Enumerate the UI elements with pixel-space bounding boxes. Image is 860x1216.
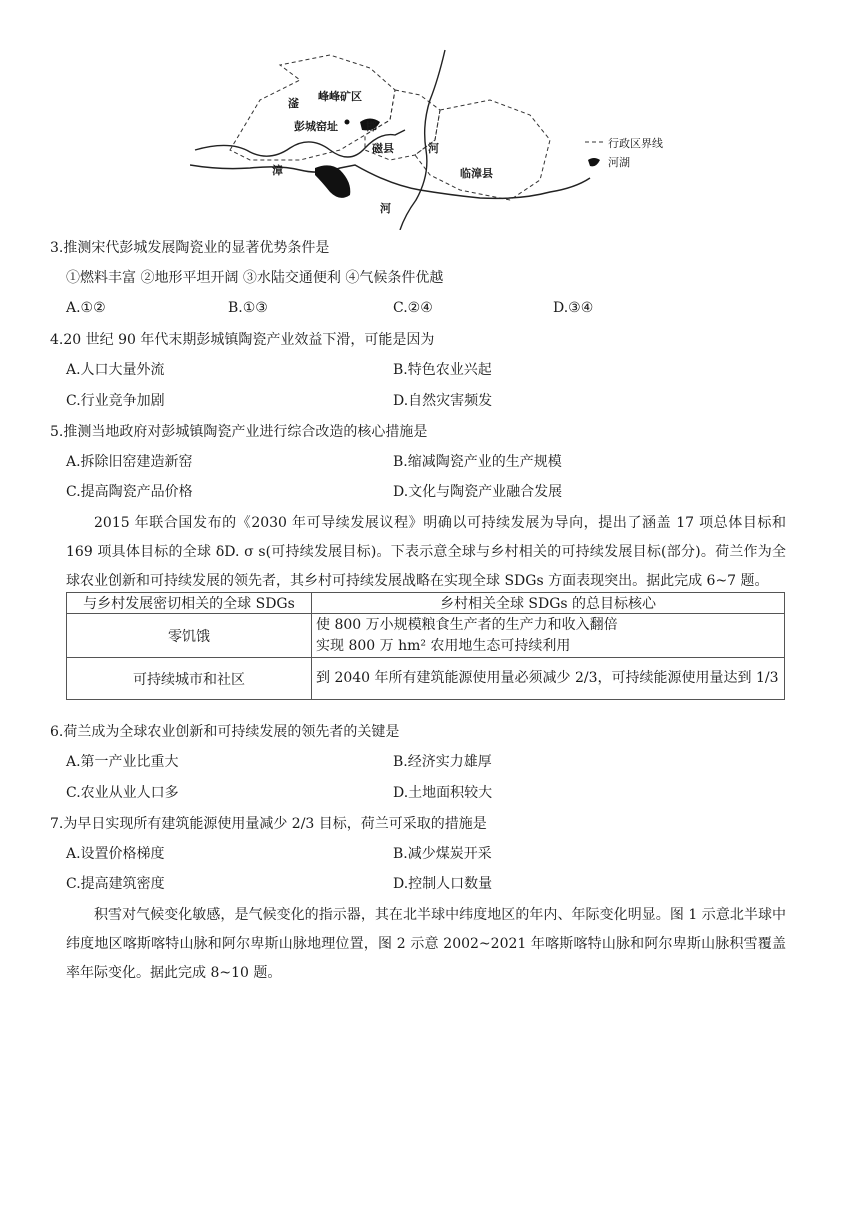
q3-stem: 3.推测宋代彭城发展陶瓷业的显著优势条件是 <box>50 240 330 256</box>
q7-option-d[interactable]: D.控制人口数量 <box>393 876 493 892</box>
q4-option-b[interactable]: B.特色农业兴起 <box>393 362 492 378</box>
q4-option-d[interactable]: D.自然灾害频发 <box>393 393 493 409</box>
label-fu-river: 滏 <box>288 97 299 110</box>
q7-stem: 7.为早日实现所有建筑能源使用量减少 2/3 目标，荷兰可采取的措施是 <box>50 816 487 832</box>
table-cell-goal: 零饥饿 <box>67 614 312 658</box>
table-header-row <box>67 593 785 614</box>
q5-option-b[interactable]: B.缩减陶瓷产业的生产规模 <box>393 454 562 470</box>
reservoir-shape <box>315 165 350 197</box>
q3-option-a[interactable]: A.①② <box>66 300 106 316</box>
label-linzhang: 临漳县 <box>460 167 493 180</box>
q4-stem: 4.20 世纪 90 年代末期彭城镇陶瓷产业效益下滑，可能是因为 <box>50 332 435 348</box>
q3-option-d[interactable]: D.③④ <box>553 300 594 316</box>
q5-stem: 5.推测当地政府对彭城镇陶瓷产业进行综合改造的核心措施是 <box>50 424 428 440</box>
q6-option-d[interactable]: D.土地面积较大 <box>393 785 493 801</box>
q6-option-c[interactable]: C.农业从业人口多 <box>66 785 179 801</box>
q5-option-a[interactable]: A.拆除旧窑建造新窑 <box>66 454 193 470</box>
label-pengcheng: 彭城窑址 <box>294 120 338 133</box>
q6-option-b[interactable]: B.经济实力雄厚 <box>393 754 492 770</box>
label-zhang-river: 漳 <box>272 164 283 177</box>
q3-option-c[interactable]: C.②④ <box>393 300 433 316</box>
boundary-fengfeng <box>230 55 395 160</box>
table-core-line: 使 800 万小规模粮食生产者的生产力和收入翻倍 <box>316 616 618 633</box>
q7-option-a[interactable]: A.设置价格梯度 <box>66 846 165 862</box>
table-header-goal: 与乡村发展密切相关的全球 SDGs <box>67 593 312 614</box>
region-map <box>190 40 690 230</box>
label-handan: 邯 <box>366 120 377 133</box>
legend-river-label: 河湖 <box>608 156 630 169</box>
table-cell-goal: 可持续城市和社区 <box>67 658 312 700</box>
label-he-1: 河 <box>428 142 439 155</box>
table-row <box>67 614 785 658</box>
sdg-table <box>66 592 785 700</box>
q3-option-b[interactable]: B.①③ <box>228 300 268 316</box>
q6-option-a[interactable]: A.第一产业比重大 <box>66 754 179 770</box>
q7-option-b[interactable]: B.减少煤炭开采 <box>393 846 492 862</box>
legend-boundary-label: 行政区界线 <box>608 137 663 150</box>
label-cixian: 磁县 <box>372 142 394 155</box>
river-lake-icon <box>588 158 600 166</box>
q4-option-a[interactable]: A.人口大量外流 <box>66 362 165 378</box>
label-he-2: 河 <box>380 202 391 215</box>
q3-conditions: ①燃料丰富 ②地形平坦开阔 ③水陆交通便利 ④气候条件优越 <box>66 270 444 286</box>
intro-8-10: 积雪对气候变化敏感，是气候变化的指示器，其在北半球中纬度地区的年内、年际变化明显。图 1 示意北半球中纬度地区喀斯喀特山脉和阿尔卑斯山脉地理位置，图 2 示意 2002~2021 年喀斯喀特山脉和阿尔卑斯山脉积雪覆盖率年际变化。据此完成 8~10 题。 <box>66 907 786 981</box>
table-core-line: 实现 800 万 hm² 农用地生态可持续利用 <box>316 637 571 654</box>
table-cell-core: 到 2040 年所有建筑能源使用量必须减少 2/3，可持续能源使用量达到 1/3 <box>312 658 785 700</box>
table-row <box>67 658 785 700</box>
q6-stem: 6.荷兰成为全球农业创新和可持续发展的领先者的关键是 <box>50 724 400 740</box>
q5-option-d[interactable]: D.文化与陶瓷产业融合发展 <box>393 484 563 500</box>
q7-option-c[interactable]: C.提高建筑密度 <box>66 876 165 892</box>
q5-option-c[interactable]: C.提高陶瓷产品价格 <box>66 484 193 500</box>
zhang-river <box>190 165 590 198</box>
label-fengfeng: 峰峰矿区 <box>318 90 362 103</box>
table-cell-core <box>312 614 785 658</box>
q4-option-c[interactable]: C.行业竞争加剧 <box>66 393 165 409</box>
intro-6-7: 2015 年联合国发布的《2030 年可导续发展议程》明确以可持续发展为导向，提出了涵盖 17 项总体目标和 169 项具体目标的全球 δD. σ s(可持续发展目标)。下表示意全球与乡村相关的可持续发展目标(部分)。荷兰作为全球农业创新和可持续发展的领先者，其乡村可持续发展战略在实现全球 SDGs 方面表现突出。据此完成 6~7 题。 <box>66 515 786 589</box>
pengcheng-dot <box>345 120 350 125</box>
table-header-core: 乡村相关全球 SDGs 的总目标核心 <box>312 593 785 614</box>
